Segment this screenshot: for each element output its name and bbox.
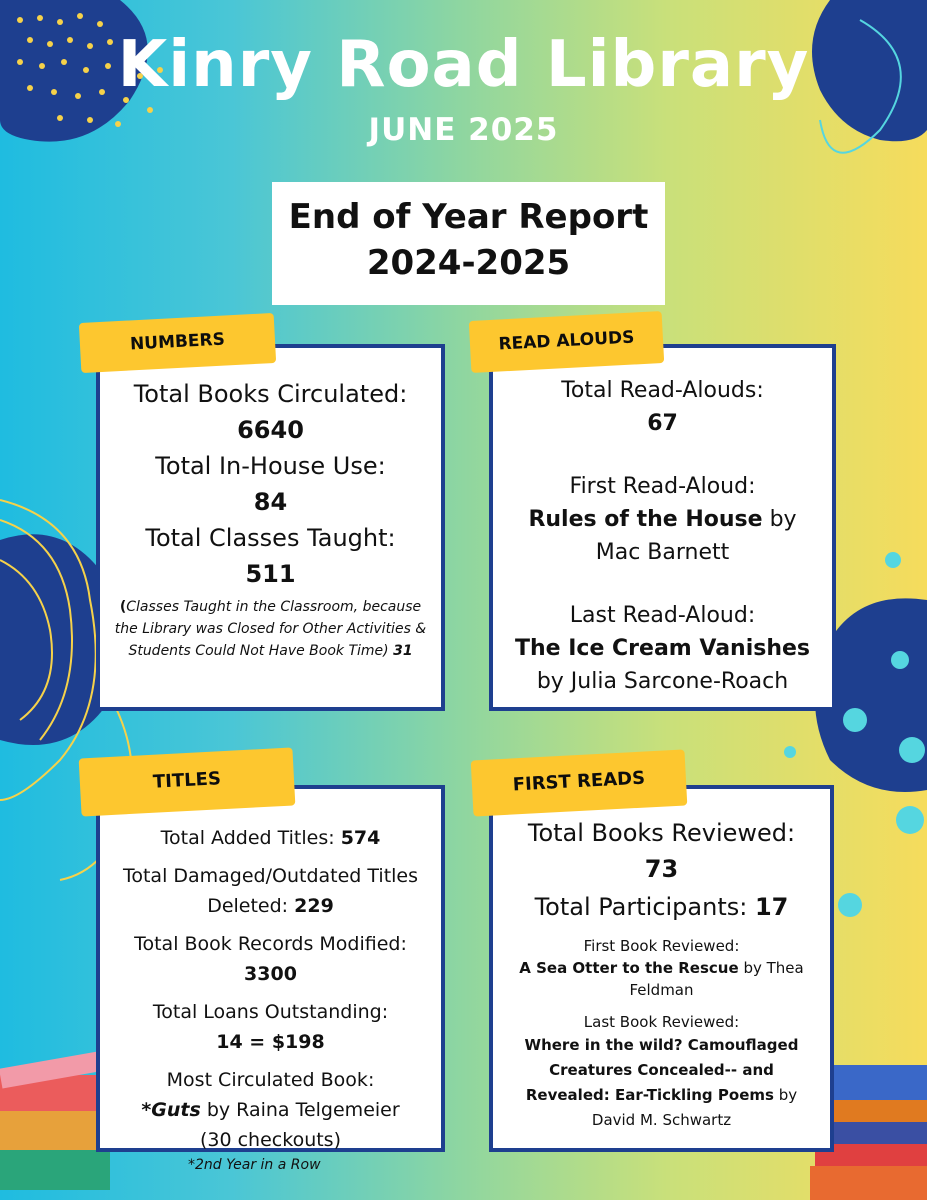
deleted-titles: [100, 861, 441, 921]
records-modified-label: Total Book Records Modified:: [134, 933, 407, 955]
deleted-titles-value: 229: [294, 895, 334, 917]
read-alouds-panel: [489, 344, 836, 711]
note-text: Classes Taught in the Classroom, because the Library was Closed for Other Activities & Students Could Not Have Book Time): [114, 599, 427, 659]
titles-panel: [96, 785, 445, 1152]
participants: [493, 887, 830, 927]
added-titles-value: 574: [340, 827, 381, 849]
most-circulated-title: *Guts: [141, 1099, 201, 1121]
first-read-aloud: [493, 503, 832, 569]
participants-label: Total Participants:: [534, 893, 748, 921]
read-alouds-total-label: Total Read-Alouds:: [561, 378, 764, 403]
note-open-paren: (: [119, 599, 127, 615]
circulated-label: Total Books Circulated:: [133, 380, 408, 408]
first-reads-tag: FIRST READS: [471, 749, 688, 816]
first-book-reviewed-title: A Sea Otter to the Rescue: [519, 959, 739, 977]
first-reads-panel: [489, 785, 834, 1152]
last-book-reviewed-title: Where in the wild? Camouflaged Creatures Concealed-- and Revealed: Ear-Tickling Poems: [524, 1036, 799, 1104]
last-read-aloud-title: The Ice Cream Vanishes: [514, 636, 811, 661]
report-title-box: [272, 182, 665, 305]
first-read-aloud-title: Rules of the House: [528, 507, 763, 532]
circulated-value: 6640: [237, 416, 304, 444]
read-alouds-tag: READ ALOUDS: [469, 311, 664, 373]
library-title: Kinry Road Library: [117, 28, 810, 102]
report-month: JUNE 2025: [368, 112, 559, 148]
loans-outstanding-value: 14 = $198: [216, 1031, 325, 1053]
classes-value: 511: [245, 560, 296, 588]
report-year: 2024-2025: [366, 243, 571, 283]
deleted-titles-label: Total Damaged/Outdated Titles Deleted:: [122, 865, 419, 917]
last-book-reviewed: [493, 1033, 830, 1133]
most-circulated-count: (30 checkouts): [199, 1129, 341, 1151]
most-circulated-label: Most Circulated Book:: [166, 1069, 375, 1091]
most-circulated-book: [100, 1095, 441, 1125]
numbers-panel: [96, 344, 445, 711]
numbers-tag: NUMBERS: [79, 313, 276, 373]
most-circulated-author: by Raina Telgemeier: [206, 1099, 400, 1121]
last-book-reviewed-author: by David M. Schwartz: [591, 1086, 798, 1129]
titles-footnote: *2nd Year in a Row: [188, 1157, 321, 1173]
last-read-aloud-author: by Julia Sarcone-Roach: [536, 669, 789, 694]
books-reviewed-value: 73: [644, 855, 679, 883]
inhouse-value: 84: [253, 488, 288, 516]
added-titles: [100, 823, 441, 853]
last-book-reviewed-label: Last Book Reviewed:: [583, 1013, 740, 1031]
inhouse-label: Total In-House Use:: [155, 452, 386, 480]
added-titles-label: Total Added Titles:: [160, 827, 335, 849]
read-alouds-total-value: 67: [647, 411, 678, 436]
note-value: 31: [393, 643, 413, 659]
last-read-aloud-label: Last Read-Aloud:: [569, 603, 756, 628]
report-title: End of Year Report: [288, 197, 649, 237]
participants-value: 17: [754, 893, 789, 921]
records-modified-value: 3300: [244, 963, 297, 985]
classes-label: Total Classes Taught:: [145, 524, 396, 552]
loans-outstanding-label: Total Loans Outstanding:: [152, 1001, 389, 1023]
first-read-aloud-label: First Read-Aloud:: [569, 474, 756, 499]
first-book-reviewed-label: First Book Reviewed:: [583, 937, 740, 955]
first-book-reviewed-author: by Thea Feldman: [629, 959, 804, 999]
titles-tag: TITLES: [79, 747, 296, 816]
first-read-aloud-author: by Mac Barnett: [595, 507, 797, 565]
classes-note: [100, 592, 441, 662]
books-reviewed-label: Total Books Reviewed:: [527, 819, 796, 847]
first-book-reviewed: [493, 957, 830, 1001]
